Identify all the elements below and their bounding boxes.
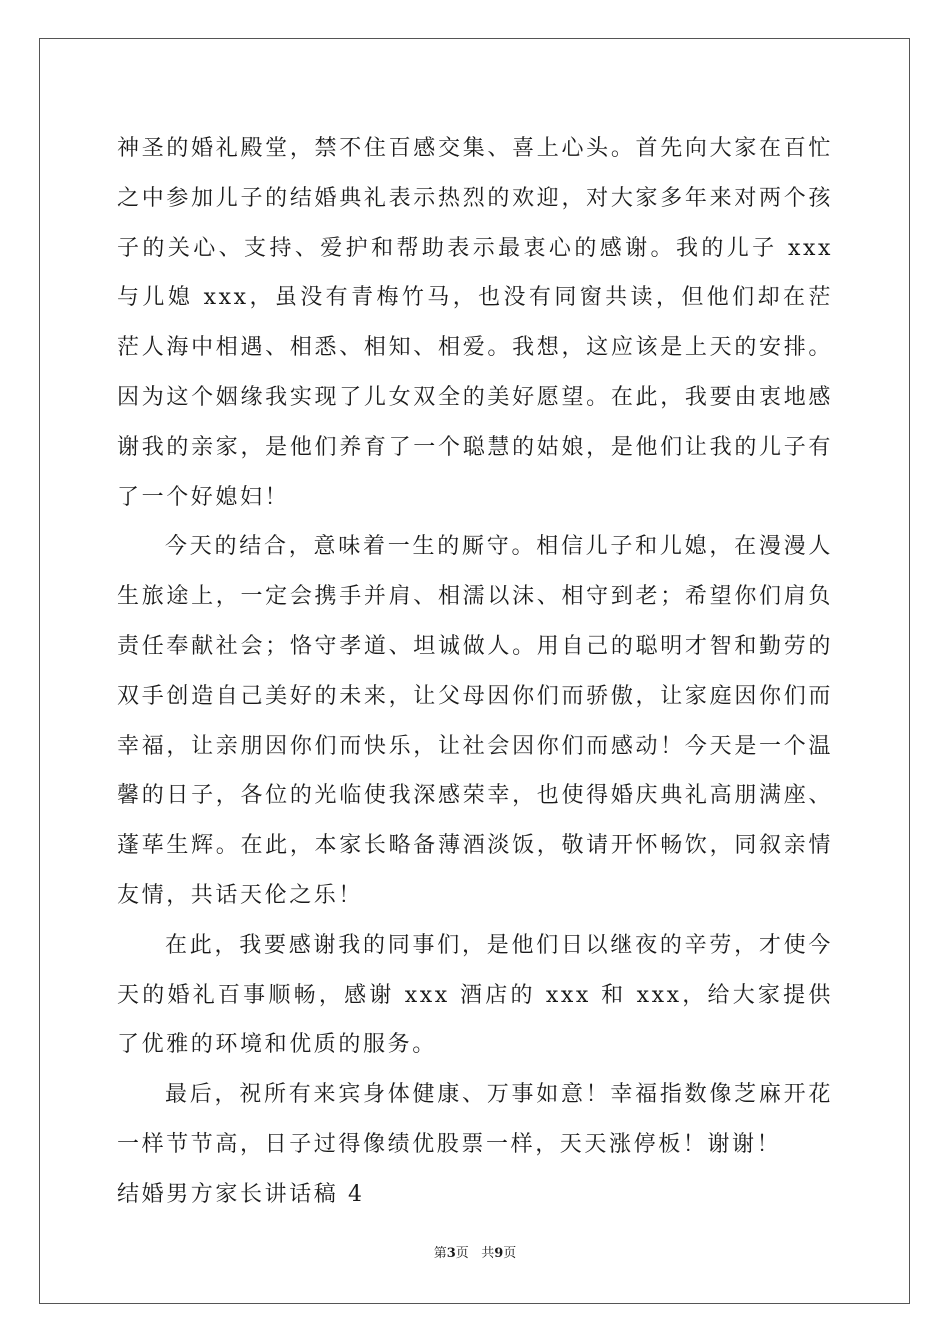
total-suffix: 页 bbox=[503, 1246, 517, 1261]
paragraph-3: 在此，我要感谢我的同事们，是他们日以继夜的辛劳，才使今天的婚礼百事顺畅，感谢 xxx 酒店的 xxx 和 xxx，给大家提供了优雅的环境和优质的服务。 bbox=[117, 932, 833, 1058]
paragraph-2: 今天的结合，意味着一生的厮守。相信儿子和儿媳，在漫漫人生旅途上，一定会携手并肩、相濡以沫、相守到老；希望你们肩负责任奉献社会；恪守孝道、坦诚做人。用自己的聪明才智和勤劳的双手创造自己美好的未来，让父母因你们而骄傲，让家庭因你们而幸福，让亲朋因你们而快乐，让社会因你们而感动！今天是一个温馨的日子，各位的光临使我深感荣幸，也使得婚庆典礼高朋满座、蓬荜生辉。在此，本家长略备薄酒淡饭，敬请开怀畅饮，同叙亲情友情，共话天伦之乐！ bbox=[117, 534, 833, 908]
section-heading: 结婚男方家长讲话稿 4 bbox=[117, 1181, 365, 1207]
page-suffix: 页 bbox=[455, 1246, 469, 1261]
page-number: 3 bbox=[446, 1246, 456, 1261]
total-prefix: 共 bbox=[481, 1246, 495, 1261]
paragraph-1: 神圣的婚礼殿堂，禁不住百感交集、喜上心头。首先向大家在百忙之中参加儿子的结婚典礼表示热烈的欢迎，对大家多年来对两个孩子的关心、支持、爱护和帮助表示最衷心的感谢。我的儿子 xxx 与儿媳 xxx，虽没有青梅竹马，也没有同窗共读，但他们却在茫茫人海中相遇、相悉、相知、相爱。我想，这应该是上天的安排。因为这个姻缘我实现了儿女双全的美好愿望。在此，我要由衷地感谢我的亲家，是他们养育了一个聪慧的姑娘，是他们让我的儿子有了一个好媳妇！ bbox=[117, 136, 833, 510]
page-prefix: 第 bbox=[433, 1246, 447, 1261]
document-body bbox=[117, 124, 833, 1220]
page-footer bbox=[0, 1245, 950, 1263]
total-pages: 9 bbox=[494, 1246, 504, 1261]
paragraph-4: 最后，祝所有来宾身体健康、万事如意！幸福指数像芝麻开花一样节节高，日子过得像绩优股票一样，天天涨停板！谢谢！ bbox=[117, 1082, 833, 1157]
